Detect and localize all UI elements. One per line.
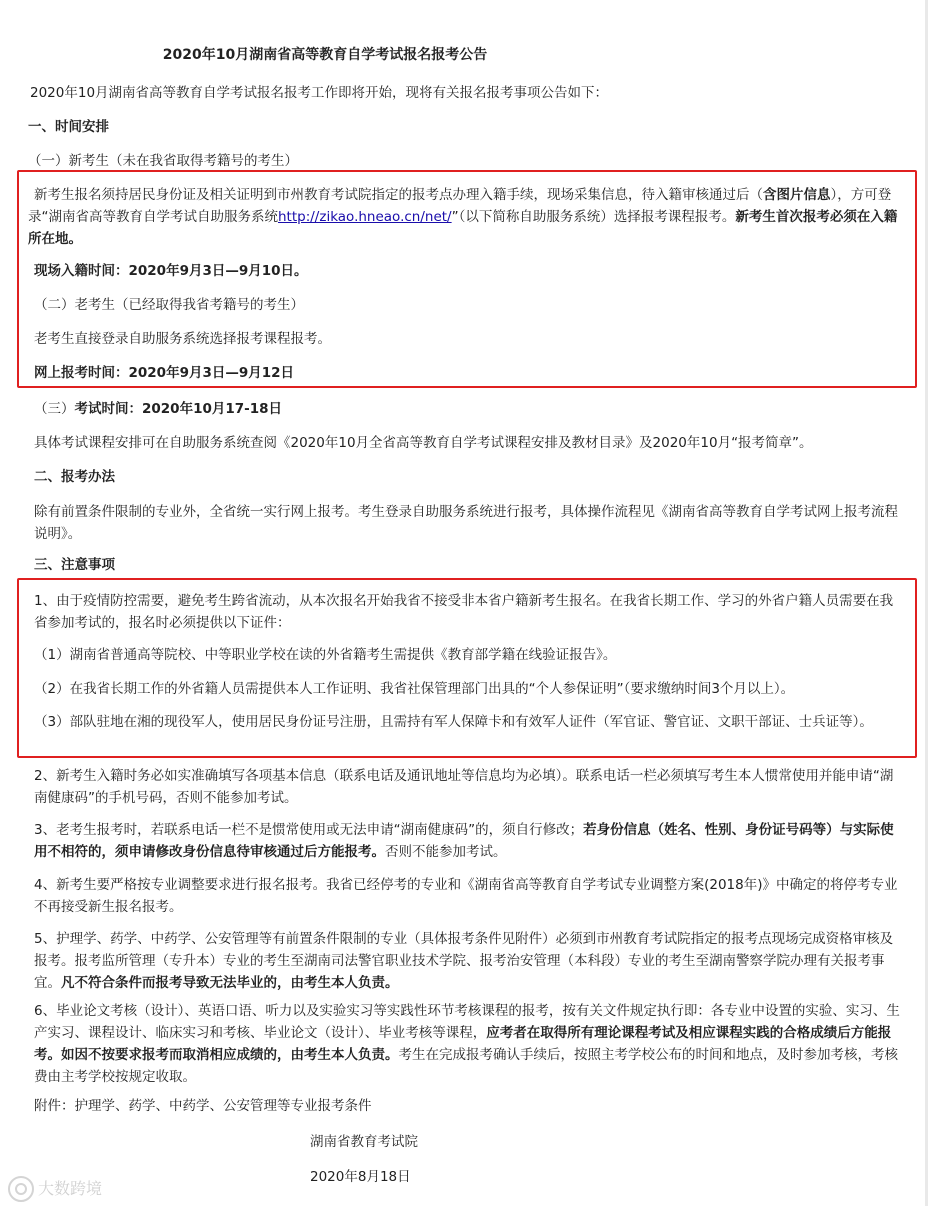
notice-5-bold: 凡不符合条件而报考导致无法毕业的，由考生本人负责。 — [61, 975, 399, 991]
page-title: 2020年10月湖南省高等教育自学考试报名报考公告 — [162, 47, 488, 63]
notice-1-item-2: （2）在我省长期工作的外省籍人员需提供本人工作证明、我省社保管理部门出具的“个人参保证明”（要求缴纳时间3个月以上）。 — [34, 681, 795, 697]
new-p-bold-image-info: 含图片信息 — [763, 187, 831, 203]
notice-3-paragraph — [34, 819, 900, 863]
notice-3-bold: 若身份信息（姓名、性别、身份证号码等）与实际使用不相符的，须申请修改身份信息待审核通过后方能报考。 — [34, 822, 894, 860]
notice-1-paragraph: 1、由于疫情防控需要，避免考生跨省流动，从本次报名开始我省不接受非本省户籍新考生报名。在我省长期工作、学习的外省户籍人员需要在我省参加考试的，报名时必须提供以下证件： — [34, 593, 894, 631]
exam-time-text: 考试时间：2020年10月17-18日 — [74, 401, 283, 417]
new-p-part-c: ），方可登录“湖南省高等教育自学考试自助服务系统 — [28, 187, 892, 225]
notice-6-bold: 应考者在取得所有理论课程考试及相应课程实践的合格成绩后方能报考。如因不按要求报考而取消相应成绩的，由考生本人负责。 — [34, 1025, 892, 1063]
intro-paragraph: 2020年10月湖南省高等教育自学考试报名报考工作即将开始，现将有关报名报考事项公告如下： — [30, 85, 609, 101]
notice-4-paragraph: 4、新考生要严格按专业调整要求进行报名报考。我省已经停考的专业和《湖南省高等教育自学考试专业调整方案(2018年)》中确定的将停考专业不再接受新生报名报考。 — [34, 877, 898, 915]
section-1-heading: 一、时间安排 — [28, 119, 109, 135]
new-p-part-d: ”（以下简称自助服务系统）选择报考课程报考。 — [451, 209, 736, 225]
new-p-part-a: 新考生报名须持居民身份证及相关证明到市州教育考试院指定的报考点办理入籍手续，现场采集信息，待入籍审核通过后（ — [34, 187, 763, 203]
exam-time-line — [34, 398, 914, 420]
issue-date: 2020年8月18日 — [310, 1169, 411, 1185]
notice-6-part-a: 6、毕业论文考核（设计）、英语口语、听力以及实验实习等实践性环节考核课程的报考，按有关文件规定执行即：各专业中设置的实验、实习、生产实习、课程设计、临床实习和考核、毕业论文（设计）、毕业考核等课程， — [34, 1003, 900, 1041]
notice-6-paragraph — [34, 1000, 900, 1088]
old-student-paragraph: 老考生直接登录自助服务系统选择报考课程报考。 — [34, 331, 331, 347]
attachment-line: 附件：护理学、药学、中药学、公安管理等专业报考条件 — [34, 1098, 372, 1114]
notice-2-paragraph: 2、新考生入籍时务必如实准确填写各项基本信息（联系电话及通讯地址等信息均为必填）。联系电话一栏必须填写考生本人惯常使用并能申请“湖南健康码”的手机号码，否则不能参加考试。 — [34, 768, 894, 806]
issuer-organization: 湖南省教育考试院 — [310, 1134, 418, 1150]
notice-5-paragraph — [34, 928, 900, 994]
new-student-paragraph — [28, 184, 900, 250]
watermark-logo-icon — [8, 1176, 34, 1202]
new-p-bold-first-registration: 新考生首次报考必须在入籍所在地。 — [28, 209, 898, 247]
watermark-text: 大数跨境 — [38, 1179, 103, 1198]
watermark — [8, 1176, 102, 1202]
section-2-heading: 二、报考办法 — [34, 469, 115, 485]
section-3-heading: 三、注意事项 — [34, 557, 115, 573]
notice-6-part-c: 考生在完成报考确认手续后，按照主考学校公布的时间和地点，及时参加考核，考核费由主考学校按规定收取。 — [34, 1047, 898, 1085]
notice-3-part-a: 3、老考生报考时，若联系电话一栏不是惯常使用或无法申请“湖南健康码”的，须自行修改； — [34, 822, 584, 838]
section-2-paragraph: 除有前置条件限制的专业外，全省统一实行网上报考。考生登录自助服务系统进行报考，具体操作流程见《湖南省高等教育自学考试网上报考流程说明》。 — [34, 504, 898, 542]
notice-1-item-1: （1）湖南省普通高等院校、中等职业学校在读的外省籍考生需提供《教育部学籍在线验证报告》。 — [34, 647, 617, 663]
online-registration-time: 网上报考时间：2020年9月3日—9月12日 — [34, 365, 295, 381]
exam-time-prefix: （三） — [34, 401, 75, 417]
exam-detail-paragraph: 具体考试课程安排可在自助服务系统查阅《2020年10月全省高等教育自学考试课程安排及教材目录》及2020年10月“报考简章”。 — [34, 435, 813, 451]
self-service-system-link[interactable]: http://zikao.hneao.cn/net/ — [278, 209, 452, 225]
sub-heading-new-students: （一）新考生（未在我省取得考籍号的考生） — [28, 153, 298, 169]
notice-3-part-c: 否则不能参加考试。 — [385, 844, 507, 860]
onsite-registration-time: 现场入籍时间：2020年9月3日—9月10日。 — [34, 263, 308, 279]
sub-heading-old-students: （二）老考生（已经取得我省考籍号的考生） — [34, 297, 304, 313]
notice-5-part-a: 5、护理学、药学、中药学、公安管理等有前置条件限制的专业（具体报考条件见附件）必须到市州教育考试院指定的报考点现场完成资格审核及报考。报考监所管理（专升本）专业的考生至湖南司法警官职业技术学院、报考治安管理（本科段）专业的考生至湖南警察学院办理有关报考事宜。 — [34, 931, 894, 991]
notice-1-item-3: （3）部队驻地在湘的现役军人，使用居民身份证号注册，且需持有军人保障卡和有效军人证件（军官证、警官证、文职干部证、士兵证等）。 — [34, 714, 873, 730]
